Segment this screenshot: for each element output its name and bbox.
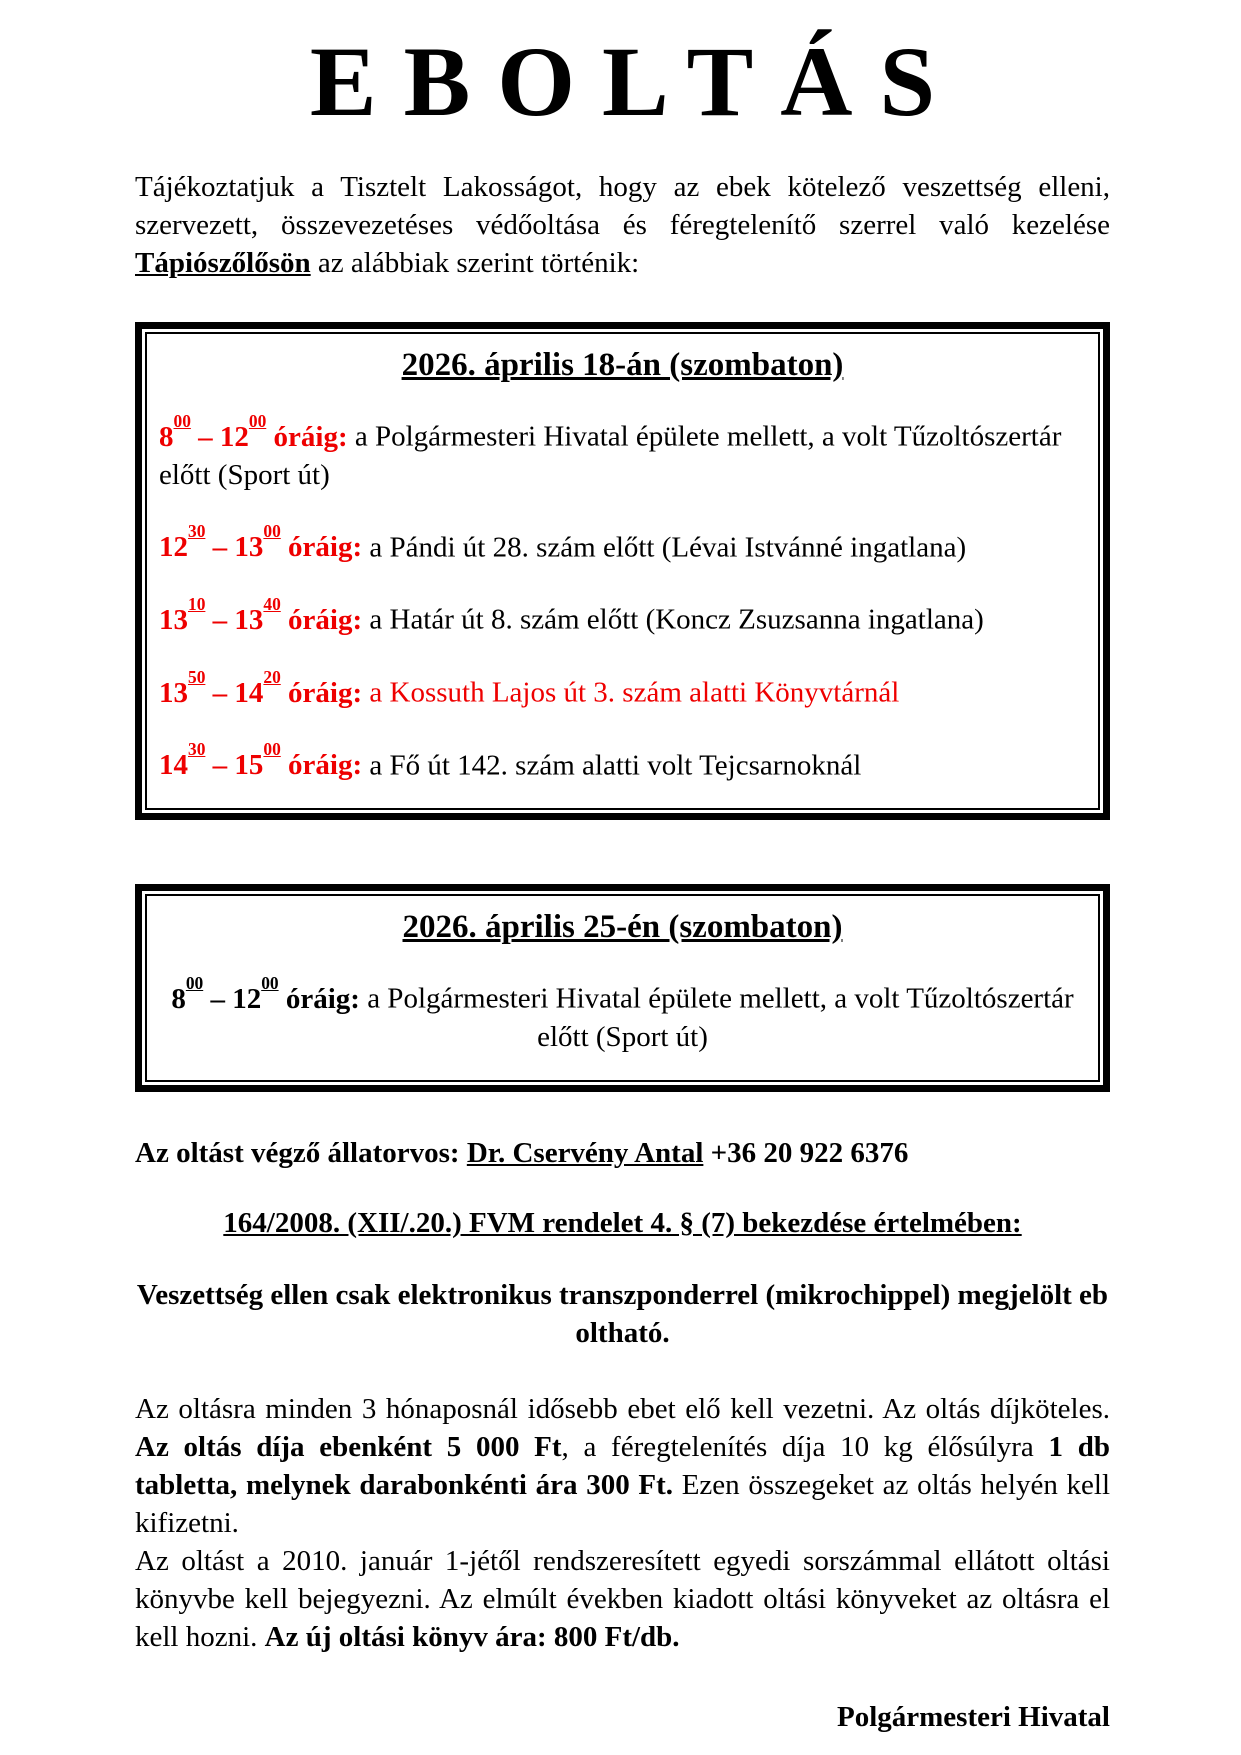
fees-and-booklet-section: [135, 1390, 1110, 1656]
end-hour: 13: [234, 603, 264, 636]
schedule-box-april-25: [135, 884, 1110, 1092]
schedule-entry-5: [159, 739, 1086, 785]
end-hour: 13: [234, 531, 264, 564]
start-hour: 13: [159, 603, 188, 636]
end-hour: 12: [232, 982, 262, 1015]
end-minutes: 00: [261, 972, 279, 993]
start-hour: 12: [159, 531, 188, 564]
location-text: a Kossuth Lajos út 3. szám alatti Könyvtárnál: [369, 676, 900, 709]
fees-paragraph: [135, 1390, 1110, 1542]
location-text: a Pándi út 28. szám előtt (Lévai Istvánné ingatlana): [369, 531, 967, 564]
schedule-entry-3: [159, 593, 1086, 639]
vaccination-fee: Az oltás díja ebenként 5 000 Ft: [135, 1430, 562, 1463]
dash: –: [212, 676, 228, 709]
location-text: a Fő út 142. szám alatti volt Tejcsarnoknál: [369, 749, 862, 782]
time-suffix: óráig:: [288, 603, 363, 636]
end-hour: 14: [234, 676, 264, 709]
town-name: Tápiószőlősön: [135, 247, 311, 279]
deworming-fee: 1 db tabletta, melynek darabonkénti ára 300 Ft.: [135, 1430, 1110, 1501]
time-range: [159, 410, 348, 453]
start-hour: 8: [159, 420, 174, 453]
booklet-text: Az oltást a 2010. január 1-jétől rendszeresített egyedi sorszámmal ellátott oltási könyvbe kell bejegyezni. Az elmúlt években kiadott oltási könyveket az oltásra el kell hozni.: [135, 1544, 1110, 1653]
intro-paragraph: [135, 168, 1110, 282]
end-minutes: 20: [263, 666, 281, 687]
schedule-entry-1: [159, 410, 1086, 494]
start-minutes: 30: [188, 739, 206, 760]
start-hour: 14: [159, 749, 188, 782]
fees-text-3: Ezen összegeket az oltás helyén kell kifizetni.: [135, 1468, 1110, 1539]
time-suffix: óráig:: [285, 982, 360, 1015]
dash: –: [212, 531, 228, 564]
end-hour: 12: [219, 420, 249, 453]
time-range: [159, 666, 363, 709]
schedule-entry-4: [159, 666, 1086, 712]
time-range: [159, 739, 363, 782]
location-text: a Polgármesteri Hivatal épülete mellett, a volt Tűzoltószertár előtt (Sport út): [159, 420, 1062, 491]
vet-label: Az oltást végző állatorvos:: [135, 1136, 460, 1169]
start-minutes: 30: [188, 521, 206, 542]
schedule-date-title: 2026. április 18-án (szombaton): [401, 347, 844, 383]
time-suffix: óráig:: [288, 531, 363, 564]
end-minutes: 00: [263, 521, 281, 542]
end-minutes: 00: [263, 739, 281, 760]
time-suffix: óráig:: [273, 420, 348, 453]
start-minutes: 00: [173, 410, 191, 431]
intro-text-after: az alábbiak szerint történik:: [317, 247, 640, 279]
start-minutes: 00: [185, 972, 204, 993]
start-hour: 8: [171, 982, 186, 1015]
fees-text-2: , a féregtelenítés díja 10 kg élősúlyra: [561, 1430, 1049, 1463]
start-minutes: 50: [188, 666, 206, 687]
time-range: [159, 593, 363, 636]
start-minutes: 10: [188, 593, 206, 614]
dash: –: [212, 749, 228, 782]
dash: –: [212, 603, 228, 636]
schedule-box-inner: [145, 894, 1100, 1082]
signature: Polgármesteri Hivatal: [837, 1700, 1110, 1733]
time-suffix: óráig:: [288, 749, 363, 782]
dash: –: [198, 420, 213, 453]
vet-name: Dr. Cservény Antal: [466, 1136, 704, 1169]
booklet-paragraph: [135, 1542, 1110, 1656]
microchip-notice: Veszettség ellen csak elektronikus transzponderrel (mikrochippel) megjelölt eb oltható.: [136, 1278, 1109, 1349]
page-title: EBOLTÁS: [309, 26, 963, 137]
end-hour: 15: [234, 749, 264, 782]
schedule-date-title: 2026. április 25-én (szombaton): [402, 909, 843, 946]
start-hour: 13: [159, 676, 188, 709]
schedule-box-inner: [145, 332, 1100, 810]
time-range: [159, 521, 363, 564]
booklet-price: Az új oltási könyv ára: 800 Ft/db.: [264, 1620, 680, 1653]
vet-phone: +36 20 922 6376: [710, 1136, 909, 1169]
fees-text-1: Az oltásra minden 3 hónaposnál idősebb ebet elő kell vezetni. Az oltás díjköteles.: [135, 1392, 1110, 1425]
location-text: a Határ út 8. szám előtt (Koncz Zsuzsanna ingatlana): [369, 603, 984, 636]
location-text: a Polgármesteri Hivatal épülete mellett, a volt Tűzoltószertár előtt (Sport út): [367, 982, 1074, 1053]
schedule-entry-2: [159, 521, 1086, 567]
intro-text-before: Tájékoztatjuk a Tisztelt Lakosságot, hogy az ebek kötelező veszettség elleni, szervezett, összevezetéses védőoltása és féregtelenítő szerrel való kezelése: [135, 171, 1110, 241]
dash: –: [210, 982, 225, 1015]
end-minutes: 40: [263, 593, 281, 614]
schedule-entry: [159, 972, 1086, 1056]
time-range: [171, 972, 360, 1015]
time-suffix: óráig:: [288, 676, 363, 709]
end-minutes: 00: [248, 410, 267, 431]
decree-reference: 164/2008. (XII/.20.) FVM rendelet 4. § (7) bekezdése értelmében:: [223, 1206, 1022, 1239]
schedule-box-april-18: [135, 322, 1110, 820]
veterinarian-line: [135, 1134, 1110, 1172]
